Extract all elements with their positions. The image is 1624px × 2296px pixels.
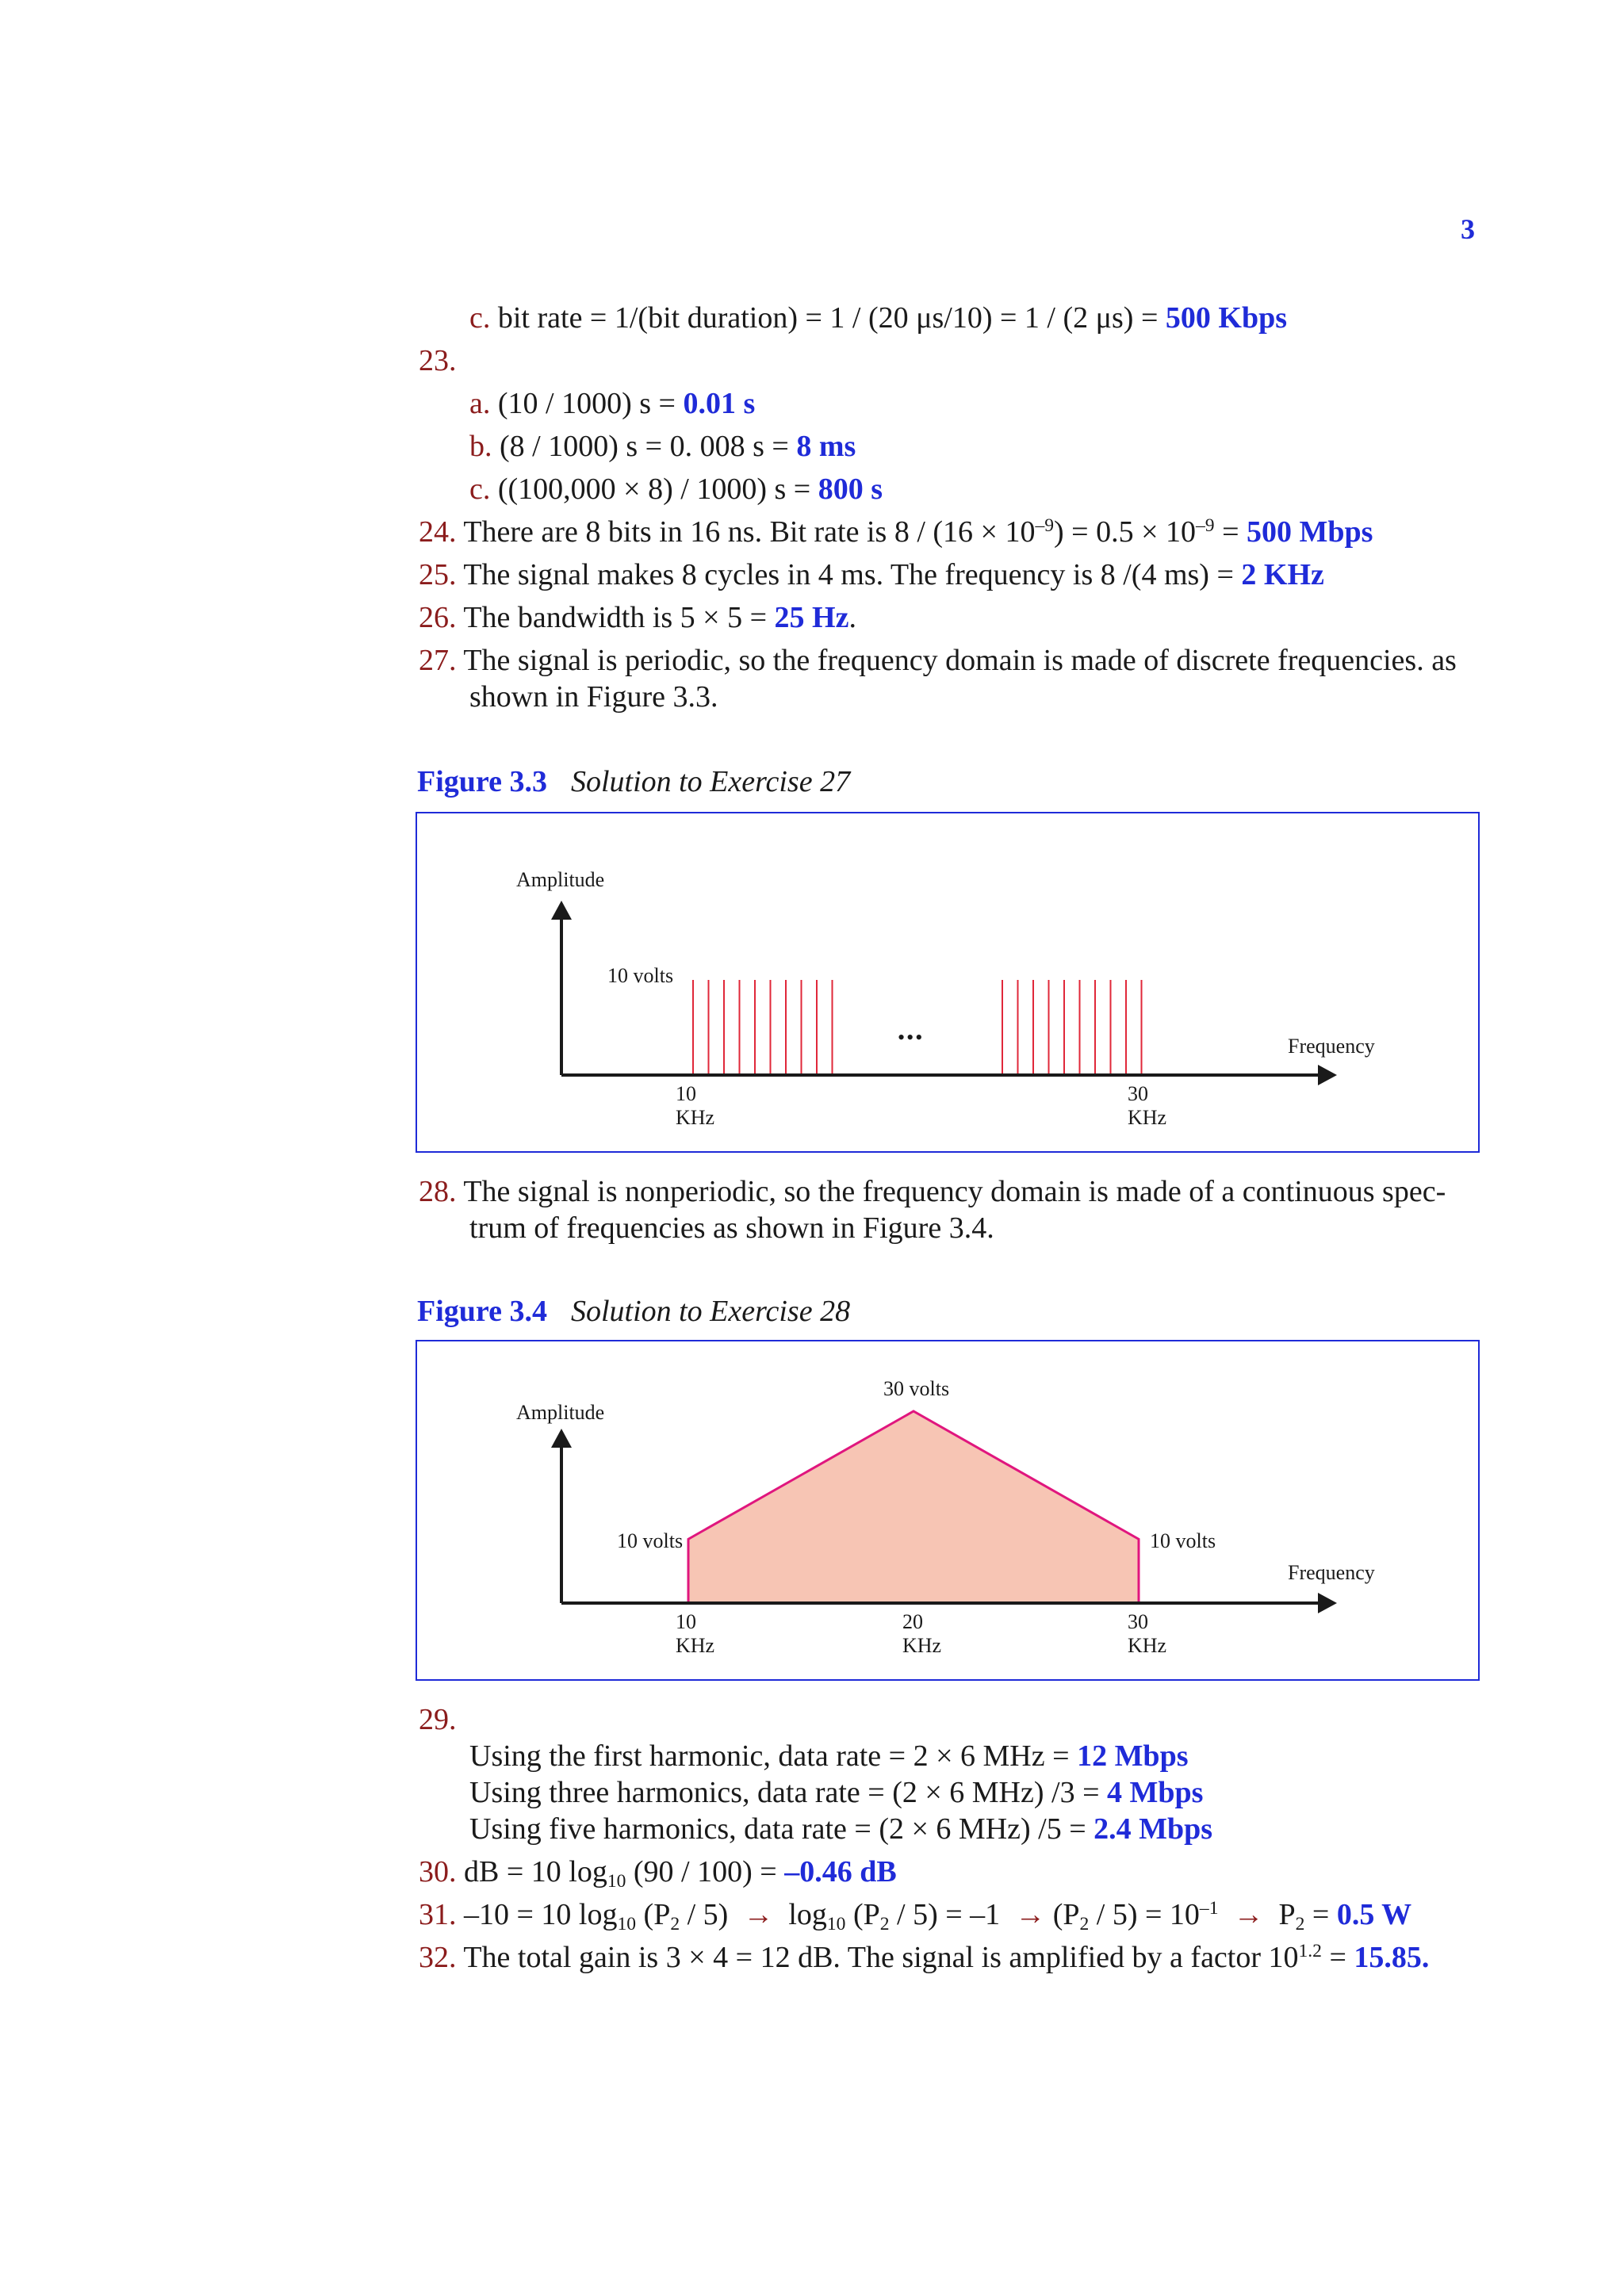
exercise-23c xyxy=(469,471,883,507)
figure-3-3-caption xyxy=(417,764,850,799)
answer: 4 Mbps xyxy=(1107,1776,1204,1809)
answer: 15.85. xyxy=(1354,1941,1430,1974)
tick-30-unit: KHz xyxy=(1128,1106,1167,1129)
left-label: 10 volts xyxy=(617,1529,684,1552)
figure-3-3 xyxy=(416,812,1480,1153)
exercise-number: 23. xyxy=(419,344,457,377)
exercise-27 xyxy=(419,642,1457,679)
figure-title: Solution to Exercise 27 xyxy=(570,765,851,798)
exercise-number: 26. xyxy=(419,601,457,634)
peak-label: 30 volts xyxy=(883,1377,950,1400)
ellipsis: ••• xyxy=(898,1026,925,1049)
tick-20-value: 20 xyxy=(902,1610,923,1633)
arrow-icon: → xyxy=(1015,1898,1046,1931)
figure-3-4-chart xyxy=(417,1341,1481,1682)
exercise-number: 29. xyxy=(419,1703,457,1736)
exercise-26: 26. The bandwidth is 5 × 5 = 25 Hz. xyxy=(419,601,856,634)
exercise-text: The total gain is 3 × 4 = 12 dB. The signal is amplified by a factor $10^{1.2}$ = xyxy=(463,1941,1354,1974)
tick-20-unit: KHz xyxy=(902,1634,942,1657)
exercise-23 xyxy=(419,342,457,379)
exercise-28 xyxy=(419,1173,1446,1210)
y-axis-arrow xyxy=(551,1429,572,1448)
exercise-number: 28. xyxy=(419,1175,457,1208)
item-letter: c. xyxy=(469,301,491,335)
item-text: (10 / 1000) s = xyxy=(497,387,684,420)
exercise-25 xyxy=(419,557,1324,593)
exercise-29 xyxy=(419,1701,457,1738)
answer: 0.5 W xyxy=(1336,1898,1412,1931)
item-letter: c. xyxy=(469,473,491,506)
y-axis-label: Amplitude xyxy=(516,1401,605,1424)
figure-label: Figure 3.3 xyxy=(417,765,547,798)
exercise-text: The signal is nonperiodic, so the frequency domain is made of a continuous spec- xyxy=(463,1175,1446,1208)
figure-3-3-chart xyxy=(417,813,1481,1154)
answer: 2 KHz xyxy=(1241,558,1324,591)
exercise-27-line2: shown in Figure 3.3. xyxy=(469,680,718,714)
answer: –0.46 dB xyxy=(784,1855,897,1888)
x-axis-arrow xyxy=(1318,1593,1337,1613)
exercise-number: 25. xyxy=(419,558,457,591)
y-axis-label: Amplitude xyxy=(516,868,605,891)
exercise-text: dB = 10 $\log_{10} (90 / 100)$ = xyxy=(464,1855,785,1892)
item-c-bitrate xyxy=(469,300,1287,336)
exercise-text: There are 8 bits in 16 ns. Bit rate is $8 / (16 \times 10^{-9}) = 0.5 \times 10^{-9}$ = xyxy=(463,515,1247,549)
answer: 0.01 s xyxy=(683,387,756,420)
exercise-number: 32. xyxy=(419,1941,457,1974)
exercise-number: 30. xyxy=(419,1855,457,1888)
tick-30-value: 30 xyxy=(1128,1082,1148,1105)
arrow-icon: → xyxy=(743,1898,774,1931)
y-axis-arrow xyxy=(551,901,572,920)
exercise-24 xyxy=(419,514,1373,550)
exercise-23b xyxy=(469,428,856,465)
item-text: (8 / 1000) s = 0. 008 s = xyxy=(500,430,797,463)
exercise-29-line1: Using the first harmonic, data rate = 2 × 6 MHz = 12 Mbps xyxy=(469,1739,1189,1773)
answer: 12 Mbps xyxy=(1077,1739,1189,1773)
tick-10-value: 10 xyxy=(676,1082,696,1105)
answer: 500 Kbps xyxy=(1165,301,1288,335)
exercise-30 xyxy=(419,1854,897,1890)
right-label: 10 volts xyxy=(1150,1529,1216,1552)
x-axis-arrow xyxy=(1318,1065,1337,1085)
spectrum-area xyxy=(688,1411,1139,1603)
x-axis-label: Frequency xyxy=(1288,1561,1375,1584)
item-letter: a. xyxy=(469,387,491,420)
exercise-text: The bandwidth is 5 × 5 = xyxy=(463,601,775,634)
exercise-text: The signal makes 8 cycles in 4 ms. The frequency is 8 /(4 ms) = xyxy=(463,558,1242,591)
exercise-29-line3: Using five harmonics, data rate = (2 × 6 MHz) /5 = 2.4 Mbps xyxy=(469,1812,1213,1846)
exercise-29-line2: Using three harmonics, data rate = (2 × 6 MHz) /3 = 4 Mbps xyxy=(469,1776,1204,1809)
tick-10-unit: KHz xyxy=(676,1106,715,1129)
tick-30-unit: KHz xyxy=(1128,1634,1167,1657)
exercise-text: The signal is periodic, so the frequency domain is made of discrete frequencies. as xyxy=(463,644,1457,677)
exercise-23a xyxy=(469,385,755,422)
x-axis-label: Frequency xyxy=(1288,1035,1375,1058)
tick-30-value: 30 xyxy=(1128,1610,1148,1633)
exercise-number: 31. xyxy=(419,1898,457,1931)
figure-label: Figure 3.4 xyxy=(417,1295,547,1328)
exercise-text: –10 = 10 $\log_{10} (P_2 / 5) \to \log_{10} (P_2 / 5) = -1 \to (P_2 / 5) = 10^{-1} \to P_2$ = xyxy=(464,1898,1337,1935)
figure-3-4 xyxy=(416,1340,1480,1681)
arrow-icon: → xyxy=(1233,1898,1264,1931)
exercise-number: 24. xyxy=(419,515,457,549)
page-number: 3 xyxy=(1461,213,1475,245)
exercise-28-line2: trum of frequencies as shown in Figure 3.4. xyxy=(469,1211,994,1245)
answer: 25 Hz xyxy=(774,601,849,634)
answer: 500 Mbps xyxy=(1247,515,1373,549)
figure-title: Solution to Exercise 28 xyxy=(570,1295,851,1328)
tick-10-unit: KHz xyxy=(676,1634,715,1657)
answer: 8 ms xyxy=(796,430,856,463)
answer: 800 s xyxy=(818,473,883,506)
exercise-number: 27. xyxy=(419,644,457,677)
item-text: bit rate = 1/(bit duration) = 1 / (20 μs/10) = 1 / (2 μs) = xyxy=(497,301,1166,335)
exercise-32 xyxy=(419,1939,1429,1976)
item-text: ((100,000 × 8) / 1000) s = xyxy=(497,473,818,506)
amplitude-label: 10 volts xyxy=(607,964,674,987)
tick-10-value: 10 xyxy=(676,1610,696,1633)
answer: 2.4 Mbps xyxy=(1094,1812,1213,1846)
figure-3-4-caption xyxy=(417,1294,850,1329)
item-letter: b. xyxy=(469,430,492,463)
exercise-31 xyxy=(419,1896,1411,1933)
